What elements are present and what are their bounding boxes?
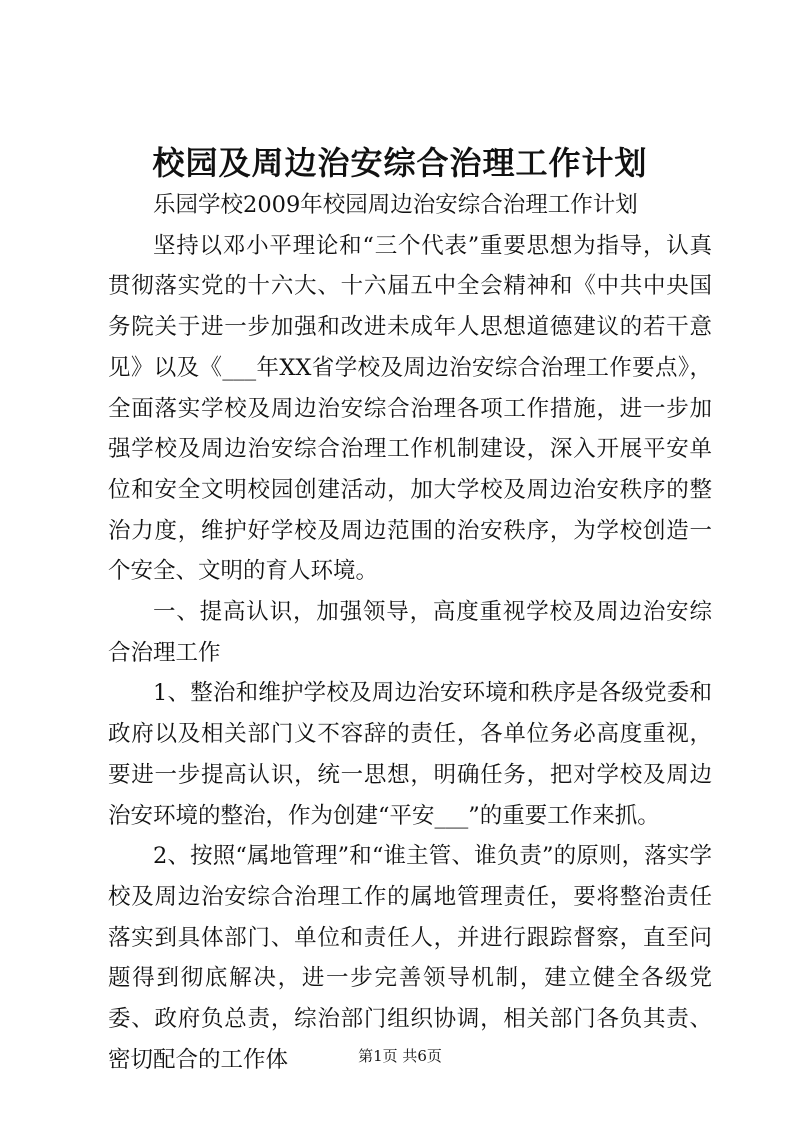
item-paragraph-2: 2、按照“属地管理”和“谁主管、谁负责”的原则，落实学校及周边治安综合治理工作的属地管理责任，要将整治责任落实到具体部门、单位和责任人，并进行跟踪督察，直至问题得到彻底解决，进一步完善领导机制，建立健全各级党委、政府负总责，综治部门组织协调，相关部门各负其责、密切配合的工作体 xyxy=(108,843,712,1073)
intro-paragraph: 坚持以邓小平理论和“三个代表”重要思想为指导，认真贯彻落实党的十六大、十六届五中全会精神和《中共中央国务院关于进一步加强和改进未成年人思想道德建议的若干意见》以及《___年XX省学校及周边治安综合治理工作要点》，全面落实学校及周边治安综合治理各项工作措施，进一步加强学校及周边治安综合治理工作机制建设，深入开展平安单位和安全文明校园创建活动，加大学校及周边治安秩序的整治力度，维护好学校及周边范围的治安秩序，为学校创造一个安全、文明的育人环境。 xyxy=(108,232,712,585)
section-heading-1: 一、提高认识，加强领导，高度重视学校及周边治安综合治理工作 xyxy=(108,599,712,666)
document-body xyxy=(108,185,712,1080)
subtitle-paragraph: 乐园学校2009年校园周边治安综合治理工作计划 xyxy=(153,192,638,218)
page-footer: 第1页 共6页 xyxy=(358,1047,442,1065)
document-title: 校园及周边治安综合治理工作计划 xyxy=(152,144,648,182)
item-paragraph-1: 1、整治和维护学校及周边治安环境和秩序是各级党委和政府以及相关部门义不容辞的责任，各单位务必高度重视，要进一步提高认识，统一思想，明确任务，把对学校及周边治安环境的整治，作为创建“平安___”的重要工作来抓。 xyxy=(108,680,712,829)
